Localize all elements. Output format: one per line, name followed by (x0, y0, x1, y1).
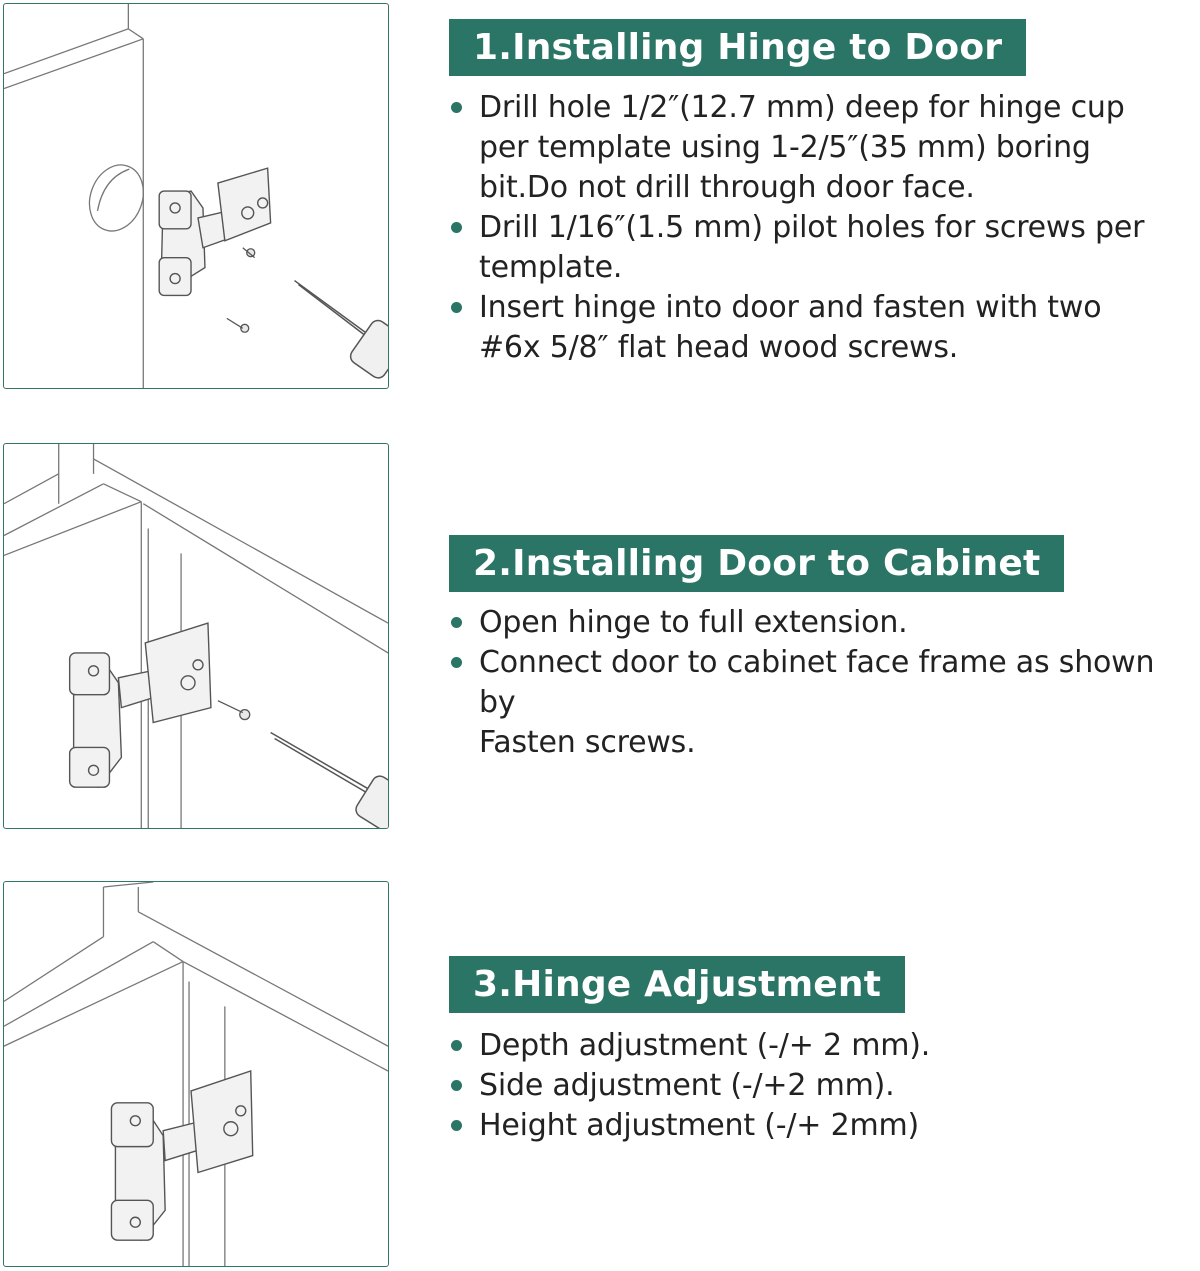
list-item: Drill hole 1/2″(12.7 mm) deep for hinge cup per template using 1-2/5″(35 mm) boring bit.Do not drill through door face. (449, 88, 1200, 208)
section-2-steps (449, 603, 1200, 763)
section-heading-2: 2.Installing Door to Cabinet (449, 535, 1064, 592)
list-item: Insert hinge into door and fasten with two #6x 5/8″ flat head wood screws. (449, 288, 1200, 368)
section-1-steps (449, 88, 1200, 368)
list-item: Connect door to cabinet face frame as shown by Fasten screws. (449, 643, 1200, 763)
section-heading-1: 1.Installing Hinge to Door (449, 19, 1026, 76)
list-item: Height adjustment (-/+ 2mm) (449, 1106, 1200, 1146)
hinge-to-door-illustration (3, 3, 389, 389)
list-item: Open hinge to full extension. (449, 603, 1200, 643)
list-item: Drill 1/16″(1.5 mm) pilot holes for screws per template. (449, 208, 1200, 288)
section-heading-3: 3.Hinge Adjustment (449, 956, 905, 1013)
hinge-adjustment-illustration (3, 881, 389, 1267)
list-item: Depth adjustment (-/+ 2 mm). (449, 1026, 1200, 1066)
section-3-steps (449, 1026, 1200, 1146)
door-to-cabinet-illustration (3, 443, 389, 829)
list-item: Side adjustment (-/+2 mm). (449, 1066, 1200, 1106)
